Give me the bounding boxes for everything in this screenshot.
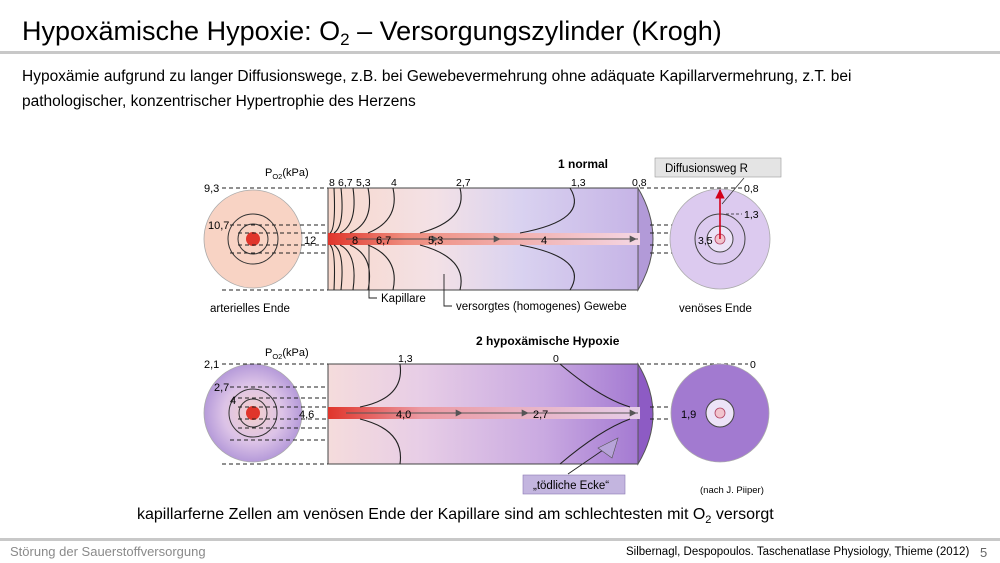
top-value: 1,3 [571,177,586,189]
arterial-end-label: arterielles Ende [210,303,290,315]
capillary-value: 6,7 [376,235,392,247]
po2-axis-label: $P_{O2}(kPa)$ [265,167,309,181]
footer-divider [0,538,1000,541]
top-value: 6,7 [338,177,353,189]
conclusion-subscript: 2 [705,514,712,527]
capillary-label: Kapillare [381,293,426,305]
venous-value: 0 [750,359,756,371]
venous-end-cap [638,364,653,464]
venous-center-value: 3,5 [698,235,713,247]
conclusion-post: versorgt [711,506,774,523]
arterial-capillary-dot [246,232,260,246]
figure-credit: (nach J. Piiper) [700,485,764,496]
arterial-value: 9,3 [204,183,220,195]
capillary-value: 12 [304,235,317,247]
intro-line-1: Hypoxämie aufgrund zu langer Diffusionswege, z.B. bei Gewebevermehrung ohne adäquate Kapillarvermehrung, z.T. bei [22,68,852,85]
page-number: 5 [980,545,988,560]
top-value: 1,3 [398,353,413,365]
footer-citation: Silbernagl, Despopoulos. Taschenatlase Physiology, Thieme (2012) [626,546,970,558]
diffusion-label: Diffusionsweg R [665,163,748,175]
deadly-corner-label: „tödliche Ecke“ [533,480,610,492]
conclusion-pre: kapillarferne Zellen am venösen Ende der Kapillare sind am schlechtesten mit O [137,506,706,523]
panel-hypoxemic [204,334,769,496]
title-text-post: – Versorgungszylinder (Krogh) [349,16,722,46]
venous-end-cap [638,188,653,290]
arterial-value: 10,7 [208,220,230,232]
arterial-value: 4 [230,395,237,407]
panel1-heading: 1 normal [558,157,609,171]
venous-center-value: 1,9 [681,409,697,421]
capillary-value: 4 [541,235,548,247]
top-values [329,177,647,189]
po2-axis-label: $P_{O2}(kPa)$ [265,347,309,361]
title-text-pre: Hypoxämische Hypoxie: O [22,16,341,46]
panel2-heading: 2 hypoxämische Hypoxie [476,334,620,348]
title-subscript: 2 [340,30,350,49]
panel-normal [204,157,781,315]
top-value: 2,7 [456,177,471,189]
intro-line-2: pathologischer, konzentrischer Hypertrophie des Herzens [22,93,416,110]
conclusion-text [137,506,774,526]
top-value: 8 [329,177,335,189]
top-value: 0 [553,353,559,365]
capillary-value: 4,0 [396,409,412,421]
venous-value: 1,3 [744,209,759,221]
capillary-value: 5,3 [428,235,444,247]
venous-value: 0,8 [744,183,759,195]
capillary-value: 2,7 [533,409,549,421]
top-value: 4 [391,177,397,189]
arterial-capillary-dot [246,406,260,420]
capillary-value: 4,6 [299,409,315,421]
tissue-label: versorgtes (homogenes) Gewebe [456,301,627,313]
top-value: 5,3 [356,177,371,189]
venous-end-label: venöses Ende [679,303,752,315]
footer-section-title: Störung der Sauerstoffversorgung [10,544,206,559]
arterial-value: 2,1 [204,359,220,371]
venous-capillary-dot [715,408,725,418]
capillary-value: 8 [352,235,359,247]
arterial-value: 2,7 [214,382,230,394]
top-value: 0,8 [632,177,647,189]
